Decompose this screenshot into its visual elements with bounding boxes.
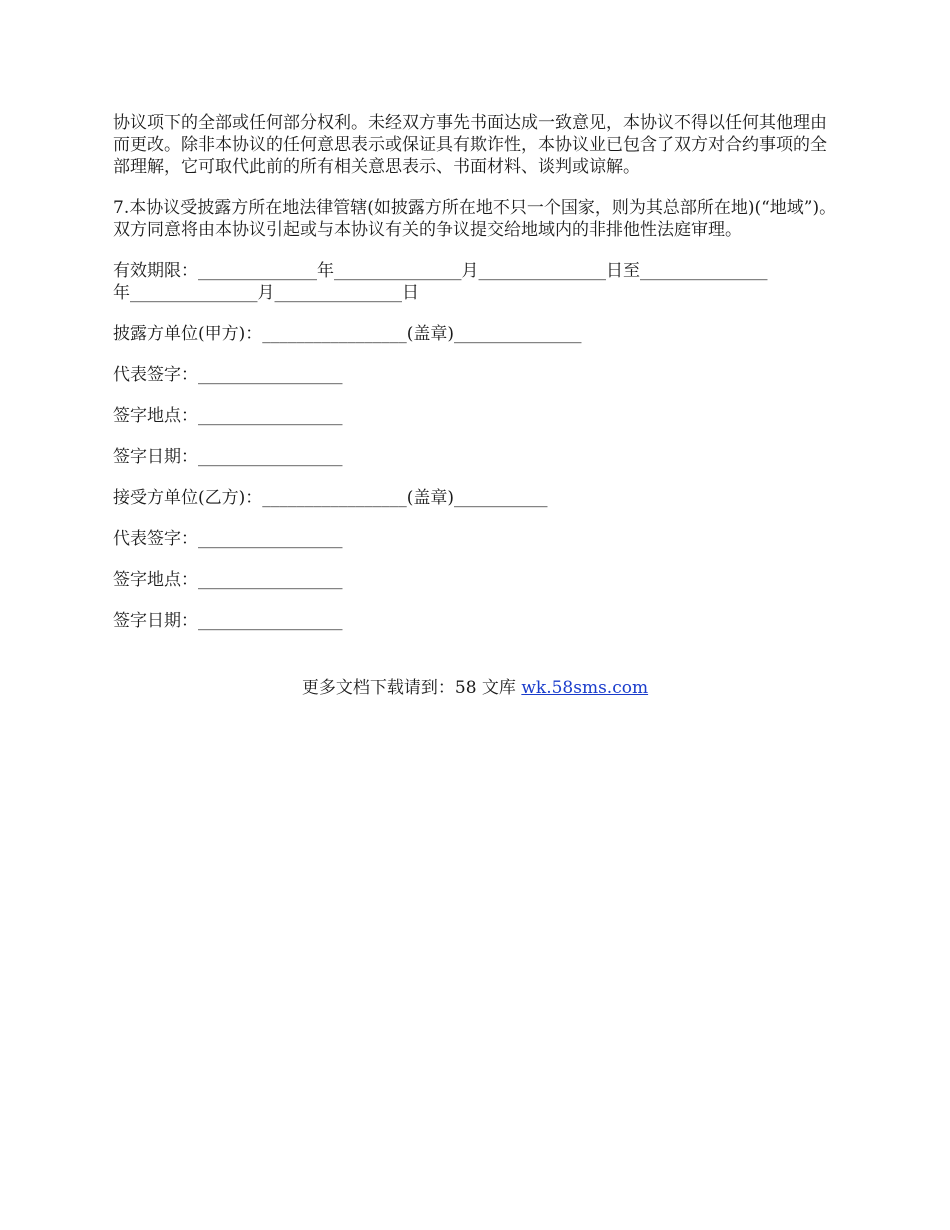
validity-period (113, 260, 843, 304)
party-b-signing-date: 签字日期：_________________ (113, 611, 343, 631)
party-b-unit: 接受方单位(乙方)：_________________(盖章)___________ (113, 488, 548, 508)
footer-link[interactable]: wk.58sms.com (521, 678, 649, 698)
footer (0, 677, 950, 699)
paragraph-continuation: 协议项下的全部或任何部分权利。未经双方事先书面达成一致意见，本协议不得以任何其他理由而更改。除非本协议的任何意思表示或保证具有欺诈性，本协议业已包含了双方对合约事项的全部理解，它可取代此前的所有相关意思表示、书面材料、谈判或谅解。 (113, 113, 827, 177)
validity-line-1: 有效期限：______________年_______________月_______________日至_______________ (113, 261, 768, 281)
paragraph-7: 7.本协议受披露方所在地法律管辖(如披露方所在地不只一个国家，则为其总部所在地)(“地域”)。双方同意将由本协议引起或与本协议有关的争议提交给地域内的非排他性法庭审理。 (113, 198, 837, 240)
party-a-signing-date: 签字日期：_________________ (113, 447, 343, 467)
party-b-signing-place: 签字地点：_________________ (113, 570, 343, 590)
footer-text: 更多文档下载请到：58 文库 (301, 678, 522, 698)
party-b-representative-signature: 代表签字：_________________ (113, 529, 343, 549)
validity-line-2: 年_______________月_______________日 (113, 283, 419, 303)
party-a-signing-place: 签字地点：_________________ (113, 406, 343, 426)
party-a-unit: 披露方单位(甲方)：_________________(盖章)_______________ (113, 324, 582, 344)
document-body (113, 112, 843, 651)
party-a-representative-signature: 代表签字：_________________ (113, 365, 343, 385)
